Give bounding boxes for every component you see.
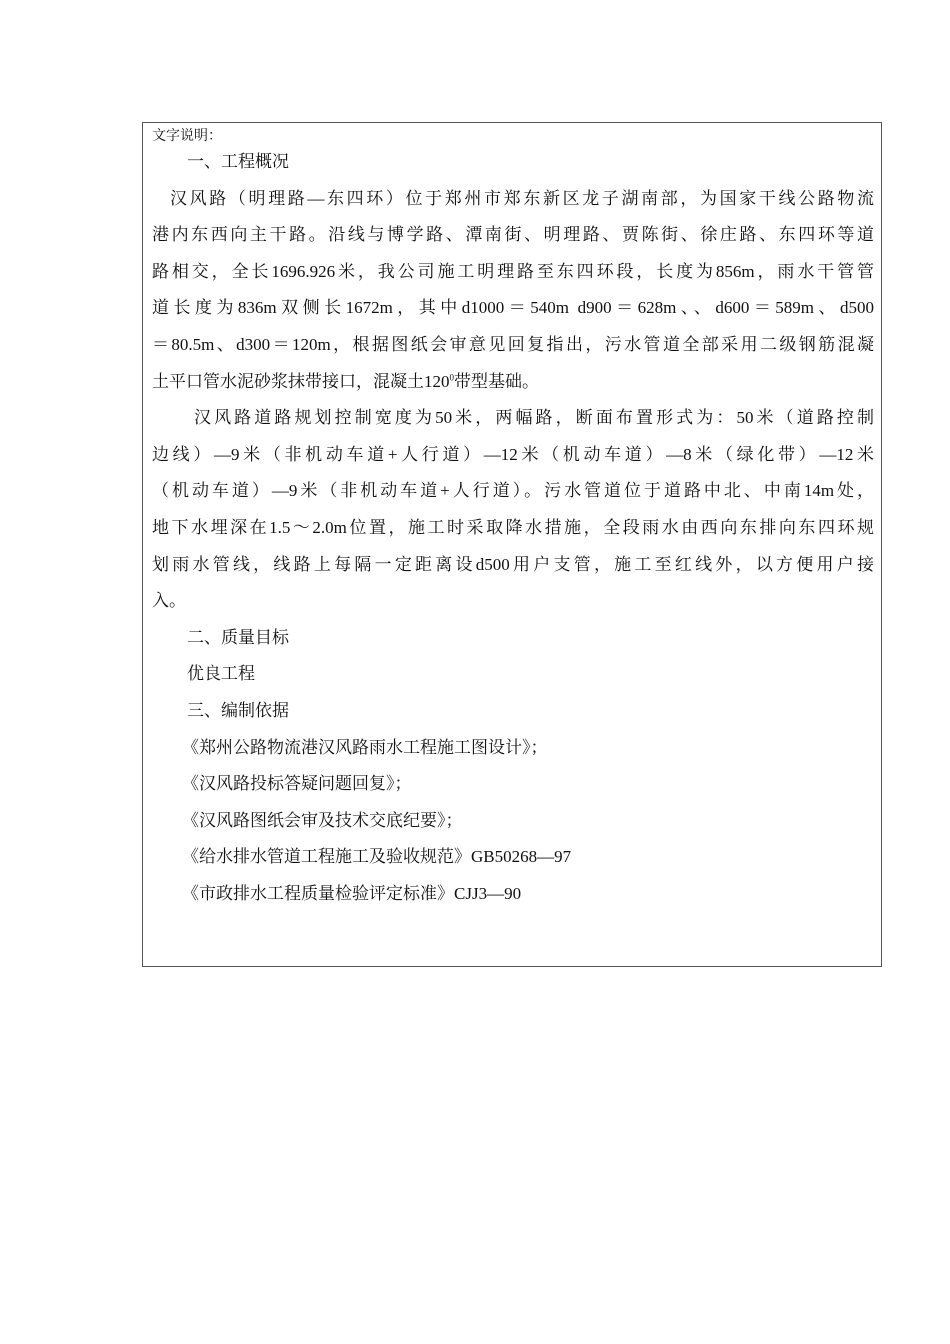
paragraph-text: 土平口管水泥砂浆抹带接口，混凝土120 xyxy=(152,371,450,391)
reference-item: 《给水排水管道工程施工及验收规范》GB50268—97 xyxy=(182,847,572,867)
paragraph-line: 边线）—9米（非机动车道+人行道）—12米（机动车道）—8米（绿化带）—12米 xyxy=(152,444,874,464)
paragraph-line: （机动车道）—9米（非机动车道+人行道）。污水管道位于道路中北、中南14m处， xyxy=(152,481,874,501)
paragraph-line-last: 入。 xyxy=(152,591,186,611)
reference-item: 《郑州公路物流港汉风路雨水工程施工图设计》； xyxy=(182,737,548,757)
paragraph-line: 路相交，全长1696.926米，我公司施工明理路至东四环段，长度为856m，雨水干管管 xyxy=(152,261,874,281)
section-heading-basis: 三、编制依据 xyxy=(187,700,289,720)
paragraph-line: 地下水埋深在1.5～2.0m位置，施工时采取降水措施，全段雨水由西向东排向东四环规 xyxy=(152,517,874,537)
paragraph-line: 汉风路（明理路—东四环）位于郑州市郑东新区龙子湖南部，为国家干线公路物流 xyxy=(170,188,874,208)
paragraph-text: 带型基础。 xyxy=(454,371,539,391)
paragraph-line-last xyxy=(152,364,874,401)
reference-item: 《汉风路投标答疑问题回复》； xyxy=(182,774,412,794)
box-caption: 文字说明： xyxy=(152,129,222,144)
reference-item: 《市政排水工程质量检验评定标准》CJJ3—90 xyxy=(182,883,522,903)
document-body xyxy=(152,144,874,912)
reference-item: 《汉风路图纸会审及技术交底纪要》； xyxy=(182,810,463,830)
paragraph-line: 汉风路道路规划控制宽度为50米，两幅路，断面布置形式为：50米（道路控制 xyxy=(194,408,874,428)
paragraph-line: 道长度为836m双侧长1672m，其中d1000＝540m d900＝628m、、d600＝589m、d500 xyxy=(152,298,874,318)
section-heading-overview: 一、工程概况 xyxy=(187,152,289,171)
paragraph-line: 划雨水管线，线路上每隔一定距离设d500用户支管，施工至红线外，以方便用户接 xyxy=(152,554,874,574)
paragraph-line: 港内东西向主干路。沿线与博学路、潭南街、明理路、贾陈街、徐庄路、东四环等道 xyxy=(152,225,874,245)
quality-target: 优良工程 xyxy=(187,664,255,684)
paragraph-line: ＝80.5m、d300＝120m，根据图纸会审意见回复指出，污水管道全部采用二级钢筋混凝 xyxy=(152,334,874,354)
degree-superscript: 0 xyxy=(449,371,454,382)
section-heading-quality: 二、质量目标 xyxy=(187,627,289,647)
